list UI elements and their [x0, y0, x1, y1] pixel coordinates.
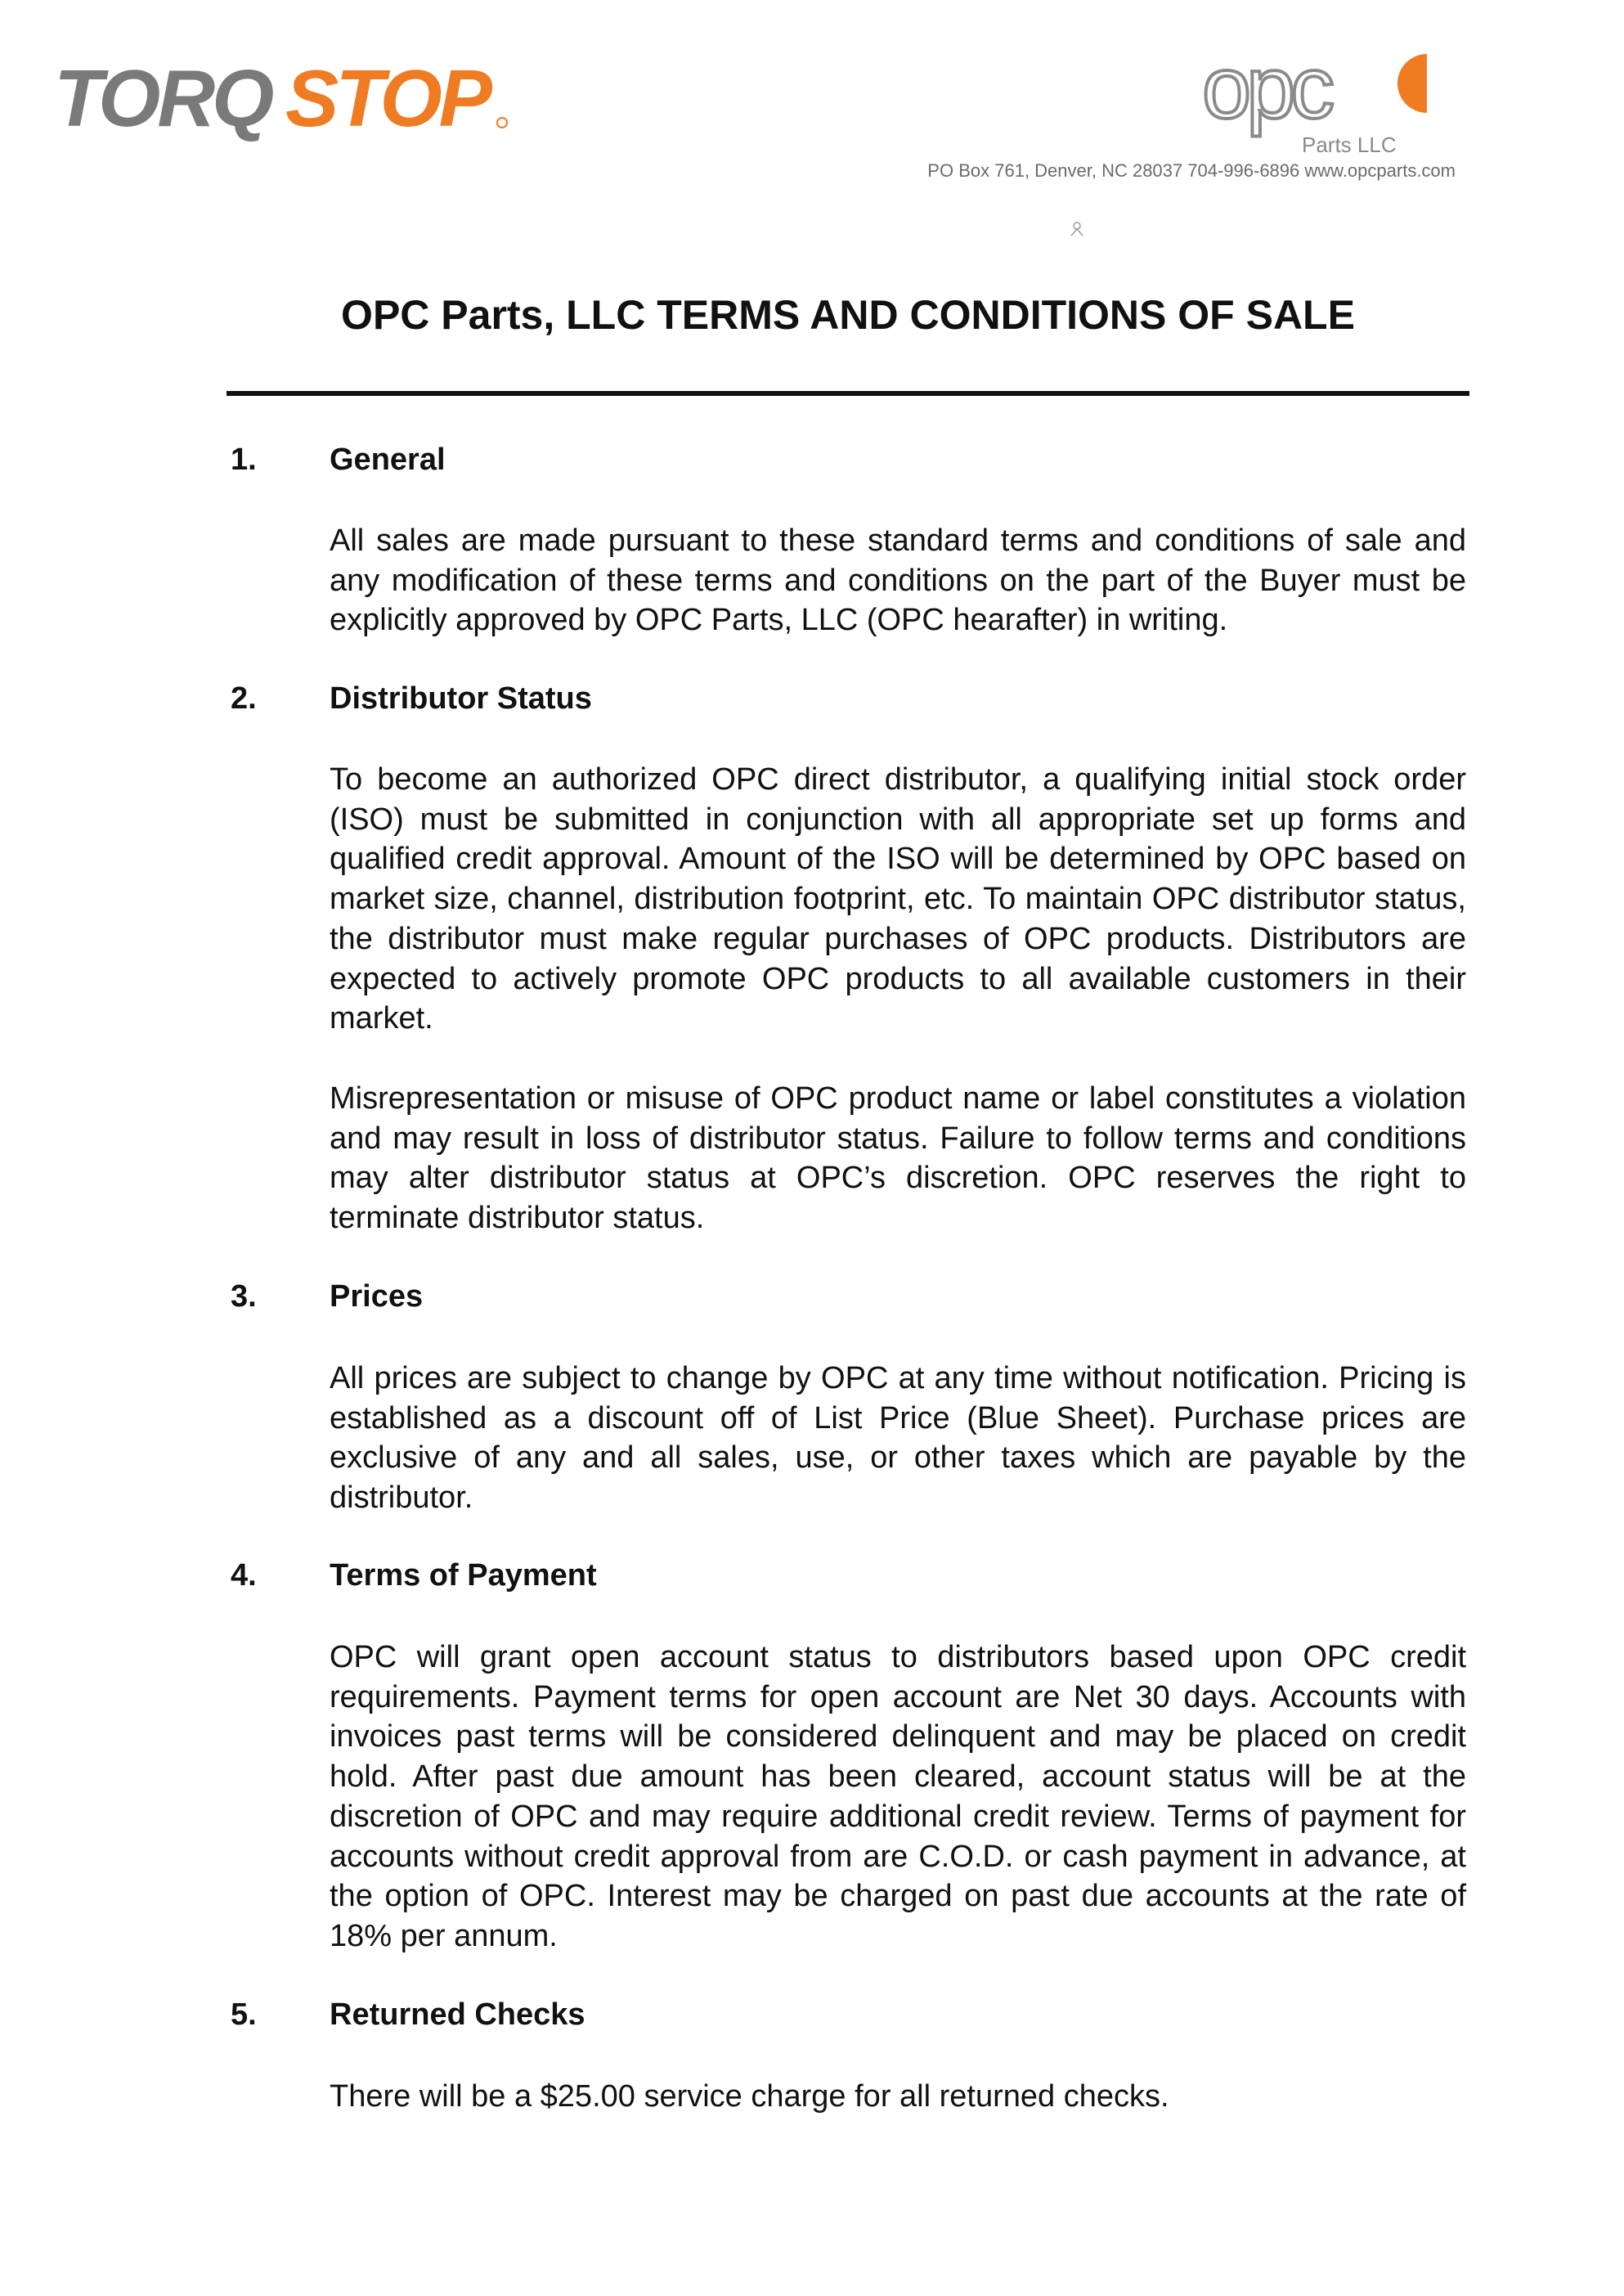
section-paragraph: All sales are made pursuant to these standard terms and conditions of sale and any modification of these terms and conditions on the part of the Buyer must be explicitly approved by OPC Parts, LLC (OPC hearafter) in writing. [330, 523, 1466, 638]
section-number: 1. [231, 443, 257, 477]
section-paragraph: All prices are subject to change by OPC at any time without notification. Pricing is established as a discount off of List Price (Blue Sheet). Purchase prices are exclusive of any and all sales, use, or other taxes which are payable by the distributor. [330, 1361, 1466, 1516]
company-address: PO Box 761, Denver, NC 28037 704-996-6896 www.opcparts.com [927, 160, 1456, 181]
section-number: 2. [231, 681, 257, 716]
section-paragraph: There will be a $25.00 service charge for all returned checks. [330, 2079, 1169, 2114]
section-heading-terms-of-payment: Terms of Payment [330, 1558, 597, 1593]
section-paragraph: Misrepresentation or misuse of OPC product name or label constitutes a violation and may result in loss of distributor status. Failure to follow terms and conditions may alter distributor status at OPC’s discretion. OPC reserves the right to terminate distributor status. [330, 1081, 1466, 1236]
section-heading-returned-checks: Returned Checks [330, 1997, 585, 2032]
section-paragraph: OPC will grant open account status to distributors based upon OPC credit requirements. Payment terms for open account are Net 30 days. Accounts with invoices past terms will be considered delinquent and may be placed on credit hold. After past due amount has been cleared, account status will be at the discretion of OPC and may require additional credit review. Terms of payment for accounts without credit approval from are C.O.D. or cash payment in advance, at the option of OPC. Interest may be charged on past due accounts at the rate of 18% per annum. [330, 1640, 1466, 1953]
section-number: 5. [231, 1997, 257, 2032]
section-number: 3. [231, 1279, 257, 1314]
document-title: OPC Parts, LLC TERMS AND CONDITIONS OF SALE [341, 292, 1355, 338]
scan-mark-icon [1068, 219, 1086, 237]
section-heading-general: General [330, 443, 446, 477]
torqstop-logo-icon [54, 54, 512, 144]
section-number: 4. [231, 1558, 257, 1593]
section-heading-prices: Prices [330, 1279, 424, 1314]
section-heading-distributor-status: Distributor Status [330, 681, 592, 716]
section-paragraph: To become an authorized OPC direct distributor, a qualifying initial stock order (ISO) must be submitted in conjunction with all appropriate set up forms and qualified credit approval. Amount of the ISO will be determined by OPC based on market size, channel, distribution footprint, etc. To maintain OPC distributor status, the distributor must make regular purchases of OPC products. Distributors are expected to actively promote OPC products to all available customers in their market. [330, 762, 1466, 1036]
title-divider [227, 391, 1469, 396]
svg-text:opc: opc [1202, 47, 1330, 137]
svg-text:Parts LLC: Parts LLC [1302, 133, 1397, 157]
svg-text:TORQ: TORQ [54, 54, 271, 143]
svg-text:STOP: STOP [285, 54, 490, 143]
opc-parts-logo-icon [1202, 47, 1472, 157]
